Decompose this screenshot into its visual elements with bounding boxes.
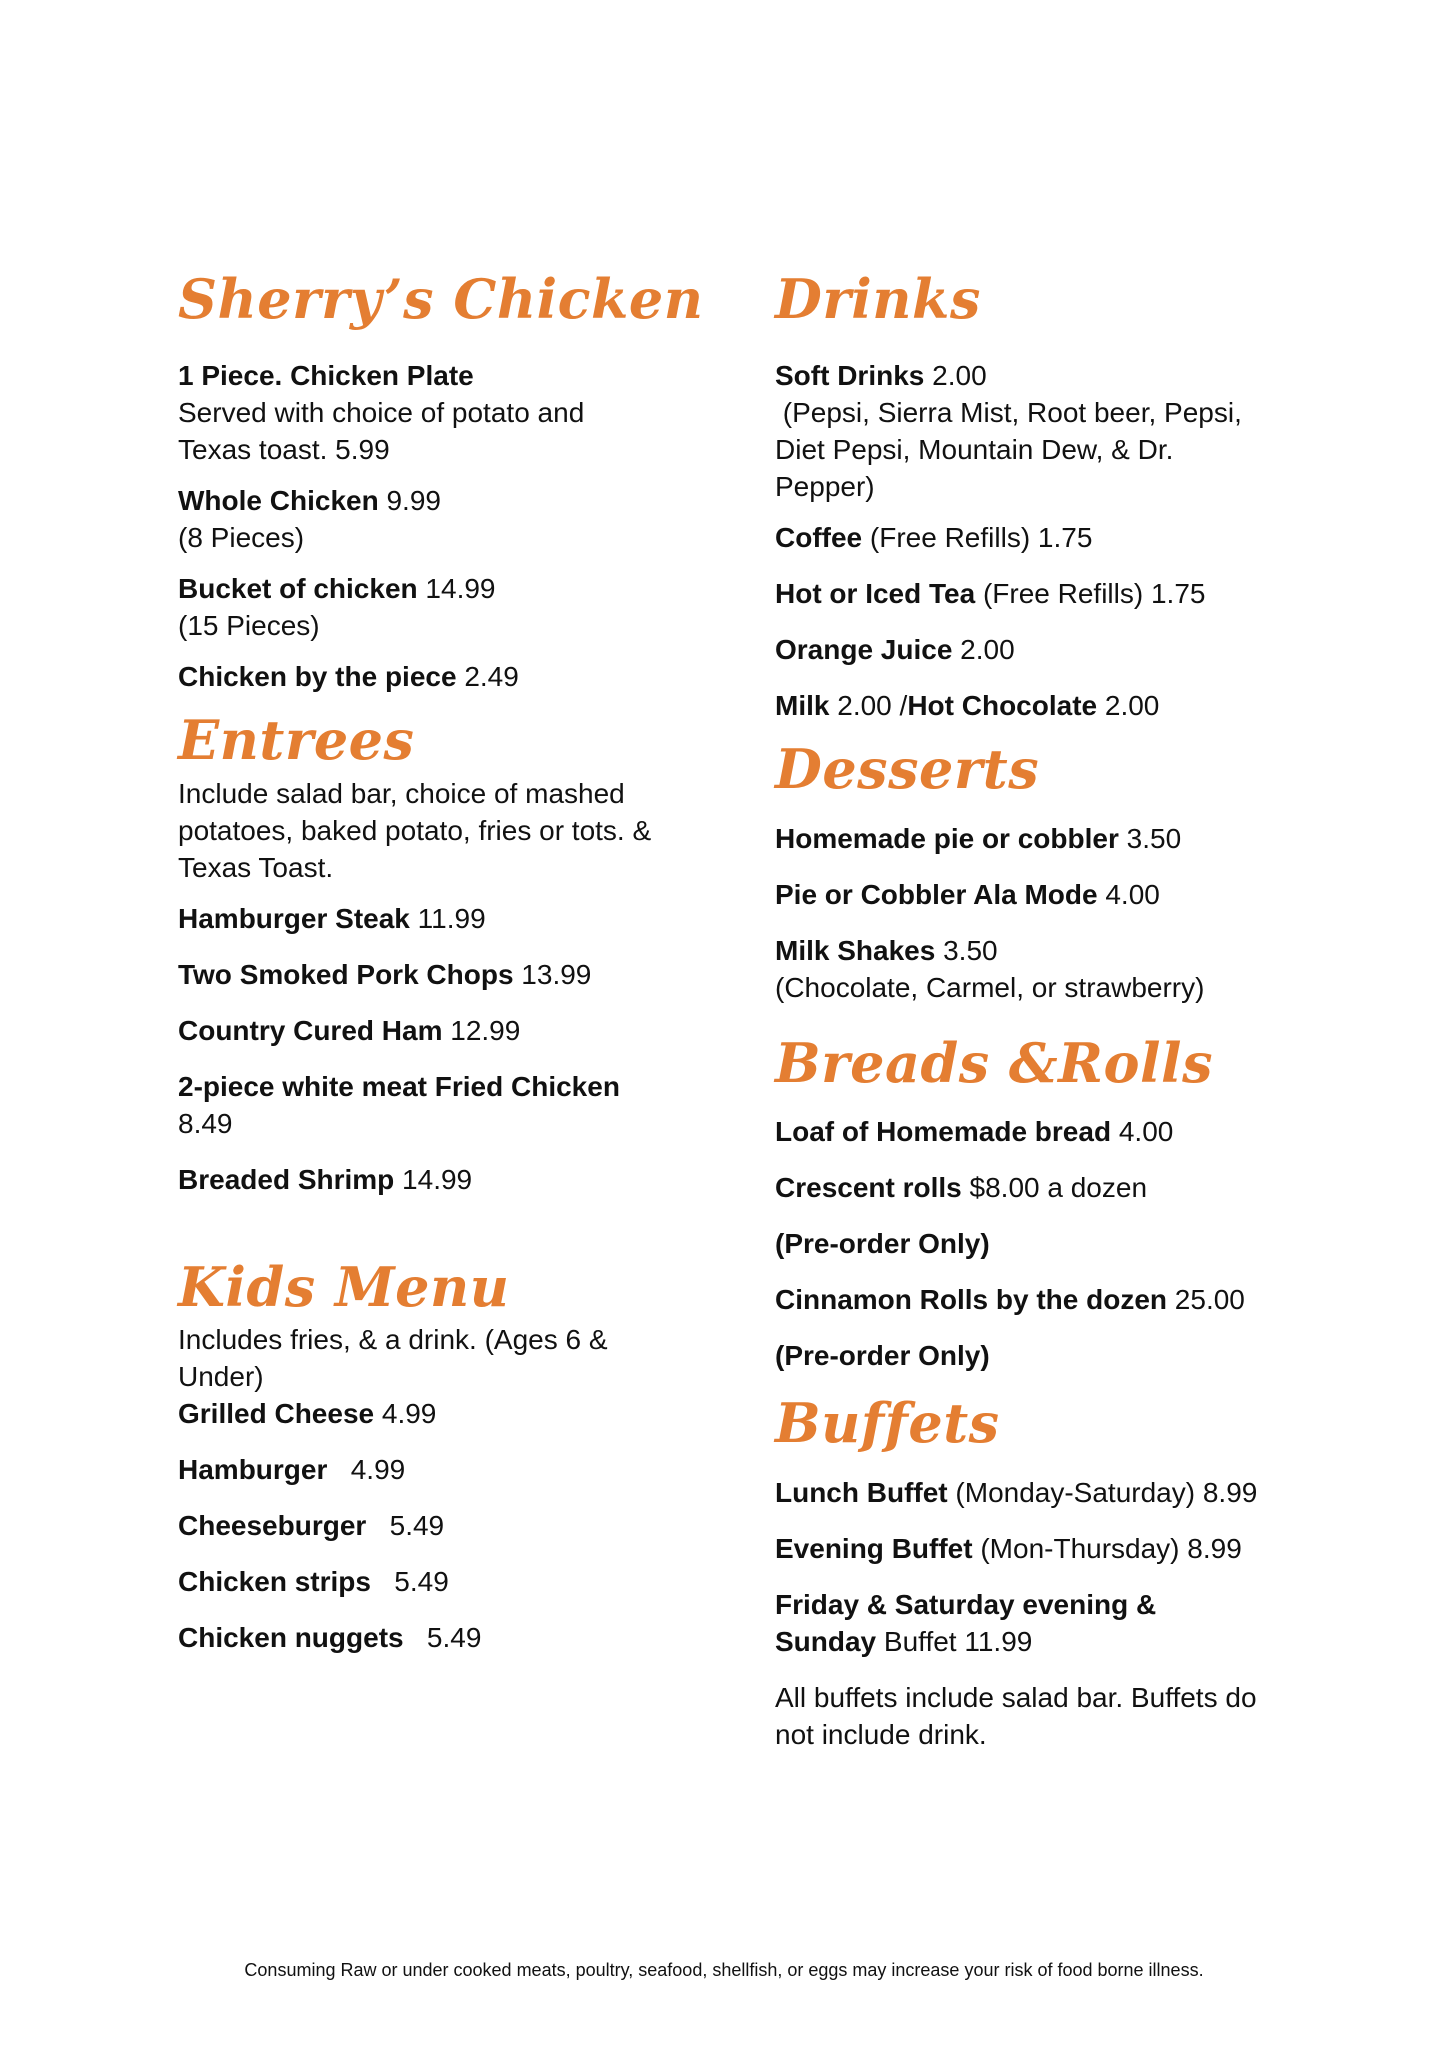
item-name: Milk Shakes bbox=[775, 934, 936, 966]
item-name: Lunch Buffet bbox=[775, 1476, 948, 1508]
section-title-kids: Kids Menu bbox=[178, 1254, 510, 1319]
menu-item-chicken-plate bbox=[178, 357, 738, 394]
menu-item-milkshakes bbox=[775, 932, 1335, 969]
section-title-entrees: Entrees bbox=[178, 708, 415, 773]
item-price: 8.49 bbox=[178, 1107, 233, 1139]
section-title-buffets: Buffets bbox=[775, 1391, 1000, 1456]
item-name: Chicken by the piece bbox=[178, 661, 457, 693]
item-name: Pie or Cobbler Ala Mode bbox=[775, 878, 1098, 910]
section-title-drinks: Drinks bbox=[775, 267, 981, 331]
item-name: Hot Chocolate bbox=[907, 690, 1098, 722]
item-price: 2.00 bbox=[952, 634, 1015, 666]
item-name: 1 Piece. Chicken Plate bbox=[178, 360, 474, 392]
menu-item bbox=[178, 956, 738, 993]
menu-item-evening-buffet bbox=[775, 1530, 1335, 1567]
section-title-chicken: Sherry’s Chicken bbox=[178, 267, 704, 331]
item-name: Breaded Shrimp bbox=[178, 1163, 395, 1195]
menu-item-loaf bbox=[775, 1113, 1335, 1150]
section-desc: potatoes, baked potato, fries or tots. & bbox=[178, 814, 652, 846]
item-name: Loaf of Homemade bread bbox=[775, 1116, 1112, 1148]
item-price: 2.00 / bbox=[829, 690, 908, 722]
menu-item-weekend-buffet bbox=[775, 1586, 1335, 1623]
item-note: (Chocolate, Carmel, or strawberry) bbox=[775, 971, 1205, 1003]
menu-item-tea bbox=[775, 575, 1335, 612]
item-price: 5.49 bbox=[370, 1566, 449, 1598]
menu-item-weekend-buffet-line2 bbox=[775, 1623, 1335, 1660]
item-name: Bucket of chicken bbox=[178, 573, 418, 605]
section-desc: Under) bbox=[178, 1361, 264, 1393]
menu-item bbox=[775, 820, 1335, 857]
item-name: Hot or Iced Tea bbox=[775, 578, 976, 610]
item-name: Soft Drinks bbox=[775, 360, 925, 392]
section-desc: Includes fries, & a drink. (Ages 6 & bbox=[178, 1324, 608, 1356]
item-price: 13.99 bbox=[513, 958, 592, 990]
item-name: Country Cured Ham bbox=[178, 1014, 443, 1046]
item-price: 3.50 bbox=[1118, 822, 1182, 854]
item-name: Evening Buffet bbox=[775, 1532, 973, 1564]
menu-item-cinnamon bbox=[775, 1281, 1335, 1318]
menu-item-lunch-buffet bbox=[775, 1474, 1335, 1511]
section-title-desserts: Desserts bbox=[775, 737, 1040, 802]
section-title-breads: Breads &Rolls bbox=[775, 1030, 1213, 1095]
menu-item bbox=[178, 1563, 738, 1600]
menu-item-soft-drinks bbox=[775, 357, 1335, 394]
item-name: Chicken nuggets bbox=[178, 1622, 404, 1654]
item-price: 2.49 bbox=[456, 661, 519, 693]
item-price: 4.00 bbox=[1111, 1116, 1174, 1148]
item-price: (Free Refills) 1.75 bbox=[975, 578, 1206, 610]
section-desc: Texas Toast. bbox=[178, 851, 334, 883]
item-price: 4.99 bbox=[327, 1454, 406, 1486]
item-price: 5.49 bbox=[403, 1622, 482, 1654]
menu-item-crescent bbox=[775, 1169, 1335, 1206]
menu-item-oj bbox=[775, 631, 1335, 668]
item-desc: Served with choice of potato and bbox=[178, 397, 585, 429]
item-price: 14.99 bbox=[417, 573, 496, 605]
right-column bbox=[775, 267, 1335, 1753]
preorder-text: (Pre-order Only) bbox=[775, 1340, 990, 1372]
buffet-note: All buffets include salad bar. Buffets do bbox=[775, 1681, 1257, 1713]
menu-item bbox=[178, 1507, 738, 1544]
item-desc: Pepper) bbox=[775, 471, 875, 503]
item-name: Orange Juice bbox=[775, 634, 953, 666]
menu-item bbox=[178, 1451, 738, 1488]
menu-item-milk bbox=[775, 687, 1335, 724]
item-price: 5.49 bbox=[366, 1510, 445, 1542]
item-price: 2.00 bbox=[924, 360, 987, 392]
item-name: Cheeseburger bbox=[178, 1510, 367, 1542]
item-name: Coffee bbox=[775, 522, 863, 554]
menu-item-bucket bbox=[178, 570, 738, 607]
health-disclaimer: Consuming Raw or under cooked meats, poultry, seafood, shellfish, or eggs may increase your risk of food borne illness. bbox=[244, 1960, 1204, 1980]
item-price: 4.99 bbox=[374, 1398, 437, 1430]
item-name: Hamburger bbox=[178, 1454, 328, 1486]
item-price: 11.99 bbox=[409, 902, 486, 934]
item-name: Chicken strips bbox=[178, 1566, 371, 1598]
item-name: Crescent rolls bbox=[775, 1172, 962, 1204]
item-name: Cinnamon Rolls by the dozen bbox=[775, 1284, 1168, 1316]
item-price: (Free Refills) 1.75 bbox=[862, 522, 1093, 554]
item-name: 2-piece white meat Fried Chicken bbox=[178, 1070, 620, 1102]
menu-item bbox=[178, 1395, 738, 1432]
item-price: 14.99 bbox=[394, 1163, 473, 1195]
item-name: Sunday bbox=[775, 1625, 877, 1657]
preorder-note bbox=[775, 1225, 1335, 1262]
item-desc: (Pepsi, Sierra Mist, Root beer, Pepsi, bbox=[775, 397, 1242, 429]
item-note: (15 Pieces) bbox=[178, 610, 320, 642]
item-name: Hamburger Steak bbox=[178, 902, 410, 934]
item-name: Milk bbox=[775, 690, 830, 722]
item-name: Whole Chicken bbox=[178, 485, 379, 517]
menu-item-fried-chicken bbox=[178, 1068, 738, 1105]
item-name: Two Smoked Pork Chops bbox=[178, 958, 514, 990]
menu-item bbox=[178, 900, 738, 937]
menu-item bbox=[178, 1012, 738, 1049]
menu-item-shrimp bbox=[178, 1161, 738, 1198]
item-price: (Monday-Saturday) 8.99 bbox=[947, 1476, 1258, 1508]
item-name: Friday & Saturday evening & bbox=[775, 1588, 1157, 1620]
item-name: Homemade pie or cobbler bbox=[775, 822, 1119, 854]
item-note: (8 Pieces) bbox=[178, 522, 305, 554]
item-price: 9.99 bbox=[378, 485, 441, 517]
menu-item bbox=[775, 876, 1335, 913]
item-price: 2.00 bbox=[1097, 690, 1160, 722]
menu-item-whole-chicken bbox=[178, 482, 738, 519]
item-name: Grilled Cheese bbox=[178, 1398, 375, 1430]
item-price: 12.99 bbox=[442, 1014, 521, 1046]
left-column bbox=[178, 267, 738, 1656]
item-price: 3.50 bbox=[935, 934, 998, 966]
item-desc: Texas toast. 5.99 bbox=[178, 434, 390, 466]
buffet-note: not include drink. bbox=[775, 1718, 987, 1750]
preorder-text: (Pre-order Only) bbox=[775, 1228, 990, 1260]
item-desc: Diet Pepsi, Mountain Dew, & Dr. bbox=[775, 434, 1174, 466]
menu-item-by-piece bbox=[178, 658, 738, 695]
preorder-note bbox=[775, 1337, 1335, 1374]
item-price: $8.00 a dozen bbox=[961, 1172, 1148, 1204]
menu-item bbox=[178, 1619, 738, 1656]
item-price: Buffet 11.99 bbox=[876, 1625, 1033, 1657]
section-desc: Include salad bar, choice of mashed bbox=[178, 777, 625, 809]
item-price: (Mon-Thursday) 8.99 bbox=[972, 1532, 1242, 1564]
item-price: 25.00 bbox=[1167, 1284, 1245, 1316]
menu-item-coffee bbox=[775, 519, 1335, 556]
item-price: 4.00 bbox=[1097, 878, 1160, 910]
